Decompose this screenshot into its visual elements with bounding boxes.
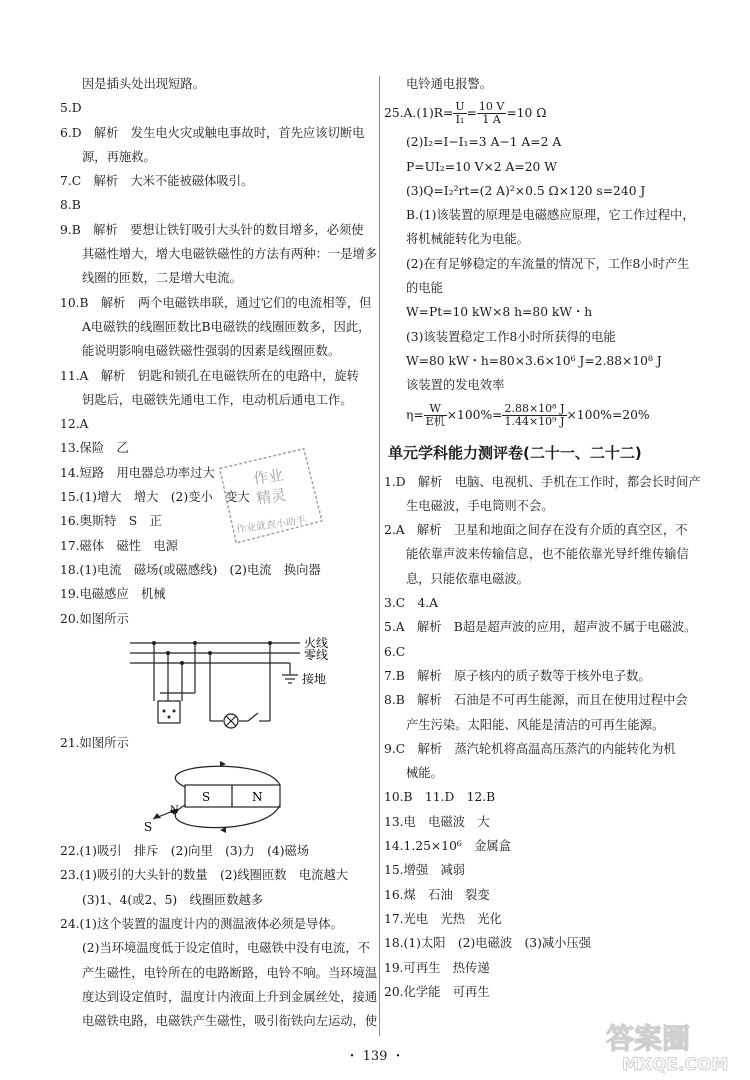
formula-line <box>384 96 704 130</box>
neutral-wire-label: 零线 <box>304 647 329 662</box>
fraction-denominator: 1.44×10⁹ J <box>504 414 565 428</box>
answer-line: 5.D <box>60 101 82 116</box>
fraction-denominator: I₁ <box>455 113 465 127</box>
answer-line: 13.电 电磁波 大 <box>384 814 490 829</box>
answer-line: 16.煤 石油 裂变 <box>384 887 490 902</box>
answer-line: 产生污染。太阳能、风能是清洁的可再生能源。 <box>406 717 665 732</box>
answer-line: 其磁性增大，增大电磁铁磁性的方法有两种：一是增多 <box>82 247 378 262</box>
answer-line: 钥匙后，电磁铁先通电工作，电动机后通电工作。 <box>82 392 353 407</box>
right-column <box>384 72 704 1004</box>
fraction <box>424 403 447 428</box>
answer-line: (2)在有足够稳定的车流量的情况下，工作8小时产生 <box>406 256 690 271</box>
answer-line: 19.电磁感应 机械 <box>60 587 166 602</box>
answer-line: 将机械能转化为电能。 <box>406 232 529 247</box>
magnet-s-pole: S <box>202 790 211 805</box>
answer-line: 度达到设定值时，温度计内液面上升到金属丝处，接通 <box>82 989 378 1004</box>
answer-line: 产生磁性，电铃所在的电路断路，电铃不响。当环境温 <box>82 965 378 980</box>
answer-line: 5.A 解析 B超是超声波的应用，超声波不属于电磁波。 <box>384 620 697 635</box>
answer-line: 18.(1)太阳 (2)电磁波 (3)减小压强 <box>384 936 592 951</box>
answer-line: 该装置的发电效率 <box>406 378 505 393</box>
homework-helper-stamp <box>214 448 324 544</box>
section-title: 单元学科能力测评卷(二十一、二十二) <box>388 443 642 462</box>
answer-line: 电铃通电报警。 <box>406 77 493 91</box>
answer-line: 10.B 11.D 12.B <box>384 790 496 805</box>
answer-line: 18.(1)电流 磁场(或磁感线) (2)电流 换向器 <box>60 562 321 577</box>
answer-line: P=UI₂=10 V×2 A=20 W <box>406 159 557 174</box>
answer-line: 线圈的匝数，二是增大电流。 <box>82 271 242 286</box>
needle-n-pole: N <box>170 805 179 817</box>
fraction-numerator: W <box>424 403 447 416</box>
answer-line: (3)1、4(或2、5) 线圈匝数越多 <box>82 892 264 907</box>
magnet-svg <box>60 755 375 839</box>
answer-line: 10.B 解析 两个电磁铁串联，通过它们的电流相等，但 <box>60 295 372 310</box>
formula-text: ×100%= <box>446 407 503 422</box>
answer-line: 22.(1)吸引 排斥 (2)向里 (3)力 (4)磁场 <box>60 844 310 859</box>
answer-line: 20.化学能 可再生 <box>384 984 490 999</box>
answer-line: 17.磁体 磁性 电源 <box>60 538 178 553</box>
answer-line: 2.A 解析 卫星和地面之间存在没有介质的真空区，不 <box>384 523 688 538</box>
answer-line: 源，再施救。 <box>82 149 156 164</box>
fraction-numerator: U <box>455 100 465 114</box>
answer-line: (2)当环境温度低于设定值时，电磁铁中没有电流，不 <box>82 941 370 956</box>
formula-text: = <box>466 106 477 121</box>
formula-text: =10 Ω <box>506 106 547 121</box>
answer-line: 9.B 解析 要想让铁钉吸引大头针的数目增多，必须使 <box>60 222 364 237</box>
fraction-denominator: E机 <box>425 414 445 428</box>
answer-line: 能说明影响电磁铁磁性强弱的因素是线圈匝数。 <box>82 344 341 359</box>
answer-line: (3)该装置稳定工作8小时所获得的电能 <box>406 329 616 344</box>
answer-line: 6.C <box>384 644 406 659</box>
formula-text: η= <box>406 407 424 422</box>
watermark-svg <box>600 1018 745 1076</box>
answer-line: 13.保险 乙 <box>60 441 129 456</box>
stamp-line1: 作业 <box>252 465 285 488</box>
answer-line: 24.(1)这个装置的温度计内的测温液体必须是导体。 <box>60 917 343 932</box>
answer-line: 8.B 解析 石油是不可再生能源，而且在使用过程中会 <box>384 693 688 708</box>
needle-s-pole: S <box>144 820 153 835</box>
answer-line: 1.D 解析 电脑、电视机、手机在工作时，都会长时间产 <box>384 474 701 489</box>
answer-line: 15.(1)增大 增大 (2)变小 变大 <box>60 490 250 505</box>
answer-line: 21.如图所示 <box>60 735 129 750</box>
answer-line: 14.1.25×10⁶ 金属盒 <box>384 839 512 854</box>
answer-line: 9.C 解析 蒸汽轮机将高温高压蒸汽的内能转化为机 <box>384 741 676 756</box>
left-column <box>60 72 378 1034</box>
formula-text: ×100%=20% <box>566 407 650 422</box>
answer-line: 19.可再生 热传递 <box>384 960 490 975</box>
fraction-numerator: 2.88×10⁸ J <box>504 401 565 415</box>
watermark-line2: MXQE.COM <box>622 1055 729 1075</box>
watermark-line1: 答案圈 <box>606 1022 691 1055</box>
answer-line: 16.奥斯特 S 正 <box>60 514 162 529</box>
stamp-line2: 精灵 <box>255 485 288 508</box>
answer-line: 14.短路 用电器总功率过大 <box>60 465 215 480</box>
answer-line: 23.(1)吸引的大头针的数量 (2)线圈匝数 电流越大 <box>60 868 349 883</box>
magnet-n-pole: N <box>252 790 263 805</box>
answer-line: 15.增强 减弱 <box>384 863 466 878</box>
answer-line: 生电磁波，手电筒则不会。 <box>406 498 554 513</box>
answer-line: W=80 kW・h=80×3.6×10⁶ J=2.88×10⁸ J <box>406 353 662 368</box>
site-watermark-logo <box>600 1018 745 1076</box>
household-circuit-diagram <box>60 631 375 731</box>
answer-line: 7.C 解析 大米不能被磁体吸引。 <box>60 174 254 189</box>
fraction-denominator: 1 A <box>482 113 501 127</box>
answer-line: 因是插头处出现短路。 <box>82 77 205 91</box>
fraction <box>453 101 466 126</box>
answer-line: 电磁铁电路，电磁铁产生磁性，吸引衔铁向左运动，使 <box>82 1014 378 1029</box>
column-divider <box>379 76 380 1036</box>
magnet-field-diagram <box>60 755 375 839</box>
answer-line: W=Pt=10 kW×8 h=80 kW・h <box>406 305 593 320</box>
live-wire-label: 火线 <box>304 635 329 650</box>
circuit-svg <box>60 631 375 731</box>
answer-line: B.(1)该装置的原理是电磁感应原理，它工作过程中， <box>406 208 695 223</box>
answer-line: 能依靠声波来传输信息，也不能依靠光导纤维传输信 <box>406 547 689 562</box>
answer-line: 12.A <box>60 417 89 432</box>
page-number: ・ 139 ・ <box>345 1049 405 1064</box>
answer-line: 11.A 解析 钥匙和锁孔在电磁铁所在的电路中，旋转 <box>60 368 359 383</box>
stamp-line3: 作业就查小助手 <box>235 515 307 536</box>
answer-line: 息，只能依靠电磁波。 <box>406 571 529 586</box>
fraction-numerator: 10 V <box>478 100 505 114</box>
answer-line: A电磁铁的线圈匝数比B电磁铁的线圈匝数多，因此， <box>82 319 371 334</box>
fraction <box>502 403 566 428</box>
ground-label: 接地 <box>302 671 327 686</box>
answer-line: 20.如图所示 <box>60 611 129 626</box>
answer-line: 8.B <box>60 198 81 213</box>
answer-line: 械能。 <box>406 766 443 781</box>
answer-line: (3)Q=I₂²rt=(2 A)²×0.5 Ω×120 s=240 J <box>406 183 646 198</box>
fraction <box>477 101 506 126</box>
answer-line: 6.D 解析 发生电火灾或触电事故时，首先应该切断电 <box>60 125 365 140</box>
answer-line: 的电能 <box>406 281 443 296</box>
stamp-svg <box>214 448 324 544</box>
answer-line: 3.C 4.A <box>384 596 439 611</box>
formula-line <box>384 398 704 432</box>
formula-text: 25.A.(1)R= <box>384 106 454 121</box>
answer-line: 17.光电 光热 光化 <box>384 911 502 926</box>
answer-line: 7.B 解析 原子核内的质子数等于核外电子数。 <box>384 668 651 683</box>
answer-line: (2)I₂=I−I₁=3 A−1 A=2 A <box>406 135 562 150</box>
